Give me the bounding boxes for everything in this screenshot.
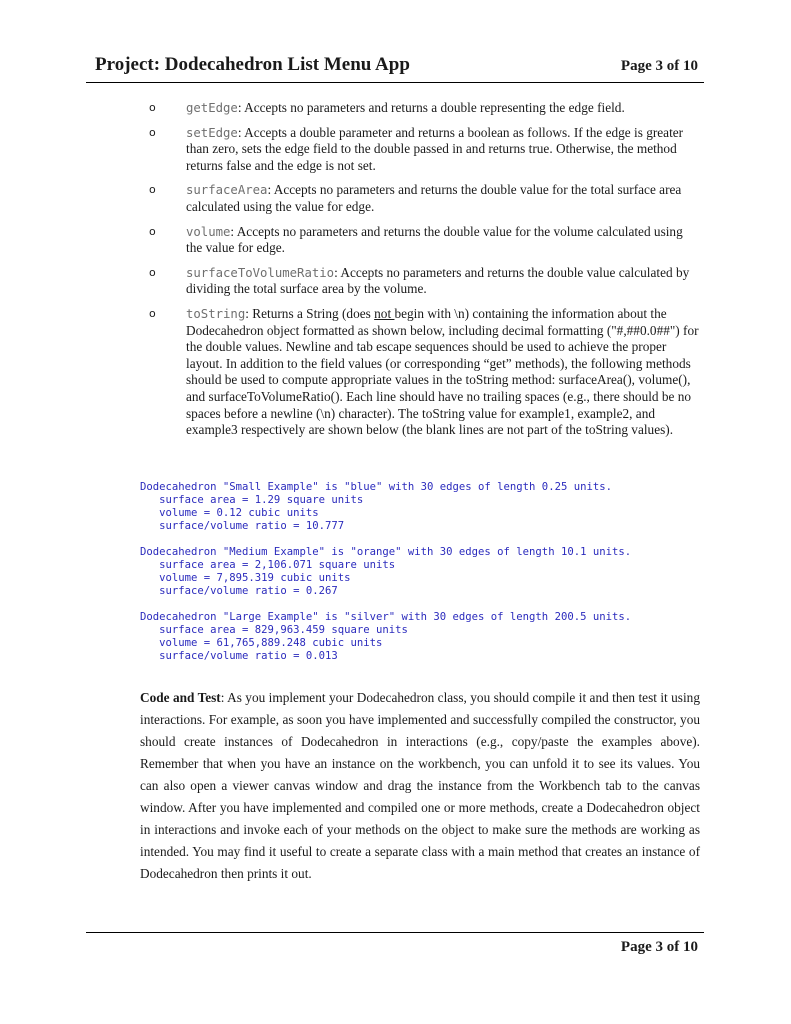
method-item-volume xyxy=(149,224,699,257)
method-item-surfacetovolumeratio xyxy=(149,265,699,298)
bullet-marker: o xyxy=(149,183,156,197)
method-name: toString xyxy=(186,306,246,321)
code-and-test-heading: Code and Test xyxy=(140,690,221,705)
bullet-marker: o xyxy=(149,306,156,320)
method-description: : Accepts a double parameter and returns a boolean as follows. If the edge is greater than zero, sets the edge field to the double passed in and returns true. Otherwise, the method returns false and the edge is not set. xyxy=(186,124,684,173)
method-description-continued: begin with \n) containing the information about the Dodecahedron object formatted as shown below, including decimal formatting ("#,##0.0##") for the double values. Newline and tab escape sequences should be used to achieve the proper layout. In addition to the field values (or corresponding “get” methods), the following methods should be used to compute appropriate values in the toString method: surfaceArea(), volume(), and surfaceToVolumeRatio(). Each line should have no trailing spaces (e.g., there should be no spaces before a newline (\n) character). The toString value for example1, example2, and example3 respectively are shown below (the blank lines are not part of the toString values). xyxy=(186,305,699,438)
bullet-marker: o xyxy=(149,101,156,114)
bullet-marker: o xyxy=(149,224,156,238)
example-output-large: Dodecahedron "Large Example" is "silver" with 30 edges of length 200.5 units. surface area = 829,963.459 square units volume = 61,765,889.248 cubic units surface/volume ratio = 0.013 xyxy=(140,611,632,662)
method-description: : Accepts no parameters and returns a double representing the edge field. xyxy=(237,100,625,115)
method-description: : Accepts no parameters and returns the double value calculated by dividing the total surface area by the volume. xyxy=(186,264,690,297)
method-name: surfaceToVolumeRatio xyxy=(186,265,335,280)
method-item-surfacearea xyxy=(149,182,699,215)
code-and-test-paragraph xyxy=(140,687,700,885)
method-description: : Returns a String (does xyxy=(245,305,375,321)
bullet-marker: o xyxy=(149,265,156,279)
underlined-word: not xyxy=(374,305,395,321)
header-page-number: Page 3 of 10 xyxy=(620,58,698,74)
method-item-setedge xyxy=(149,125,699,175)
footer-page-number: Page 3 of 10 xyxy=(620,939,698,955)
method-item-tostring xyxy=(149,306,699,439)
example-output-medium: Dodecahedron "Medium Example" is "orange" with 30 edges of length 10.1 units. surface area = 2,106.071 square units volume = 7,895.319 cubic units surface/volume ratio = 0.267 xyxy=(140,546,632,597)
example-output-small: Dodecahedron "Small Example" is "blue" with 30 edges of length 0.25 units. surface area = 1.29 square units volume = 0.12 cubic units surface/volume ratio = 10.777 xyxy=(140,481,612,532)
method-name: volume xyxy=(186,224,231,239)
document-title: Project: Dodecahedron List Menu App xyxy=(95,54,410,75)
method-name: setEdge xyxy=(186,125,238,140)
bullet-marker: o xyxy=(149,125,156,139)
page-header xyxy=(86,52,704,83)
method-name: getEdge xyxy=(186,101,238,115)
code-and-test-text: : As you implement your Dodecahedron class, you should compile it and then test it using interactions. For example, as soon you have implemented and successfully compiled the constructor, you should create instances of Dodecahedron in interactions (e.g., copy/paste the examples above). Remember that when you have an instance on the workbench, you can unfold it to see its values. You can also open a viewer canvas window and drag the instance from the Workbench tab to the canvas window. After you have implemented and compiled one or more methods, create a Dodecahedron object in interactions and invoke each of your methods on the object to make sure the methods are working as intended. You may find it useful to create a separate class with a main method that creates an instance of Dodecahedron then prints it out. xyxy=(140,690,700,881)
method-item-getedge xyxy=(149,100,699,117)
method-name: surfaceArea xyxy=(186,183,268,198)
method-list xyxy=(149,100,699,439)
method-description: : Accepts no parameters and returns the double value for the total surface area calculated using the value for edge. xyxy=(186,182,682,214)
method-description: : Accepts no parameters and returns the double value for the volume calculated using the value for edge. xyxy=(186,223,683,256)
page-footer xyxy=(86,932,704,955)
